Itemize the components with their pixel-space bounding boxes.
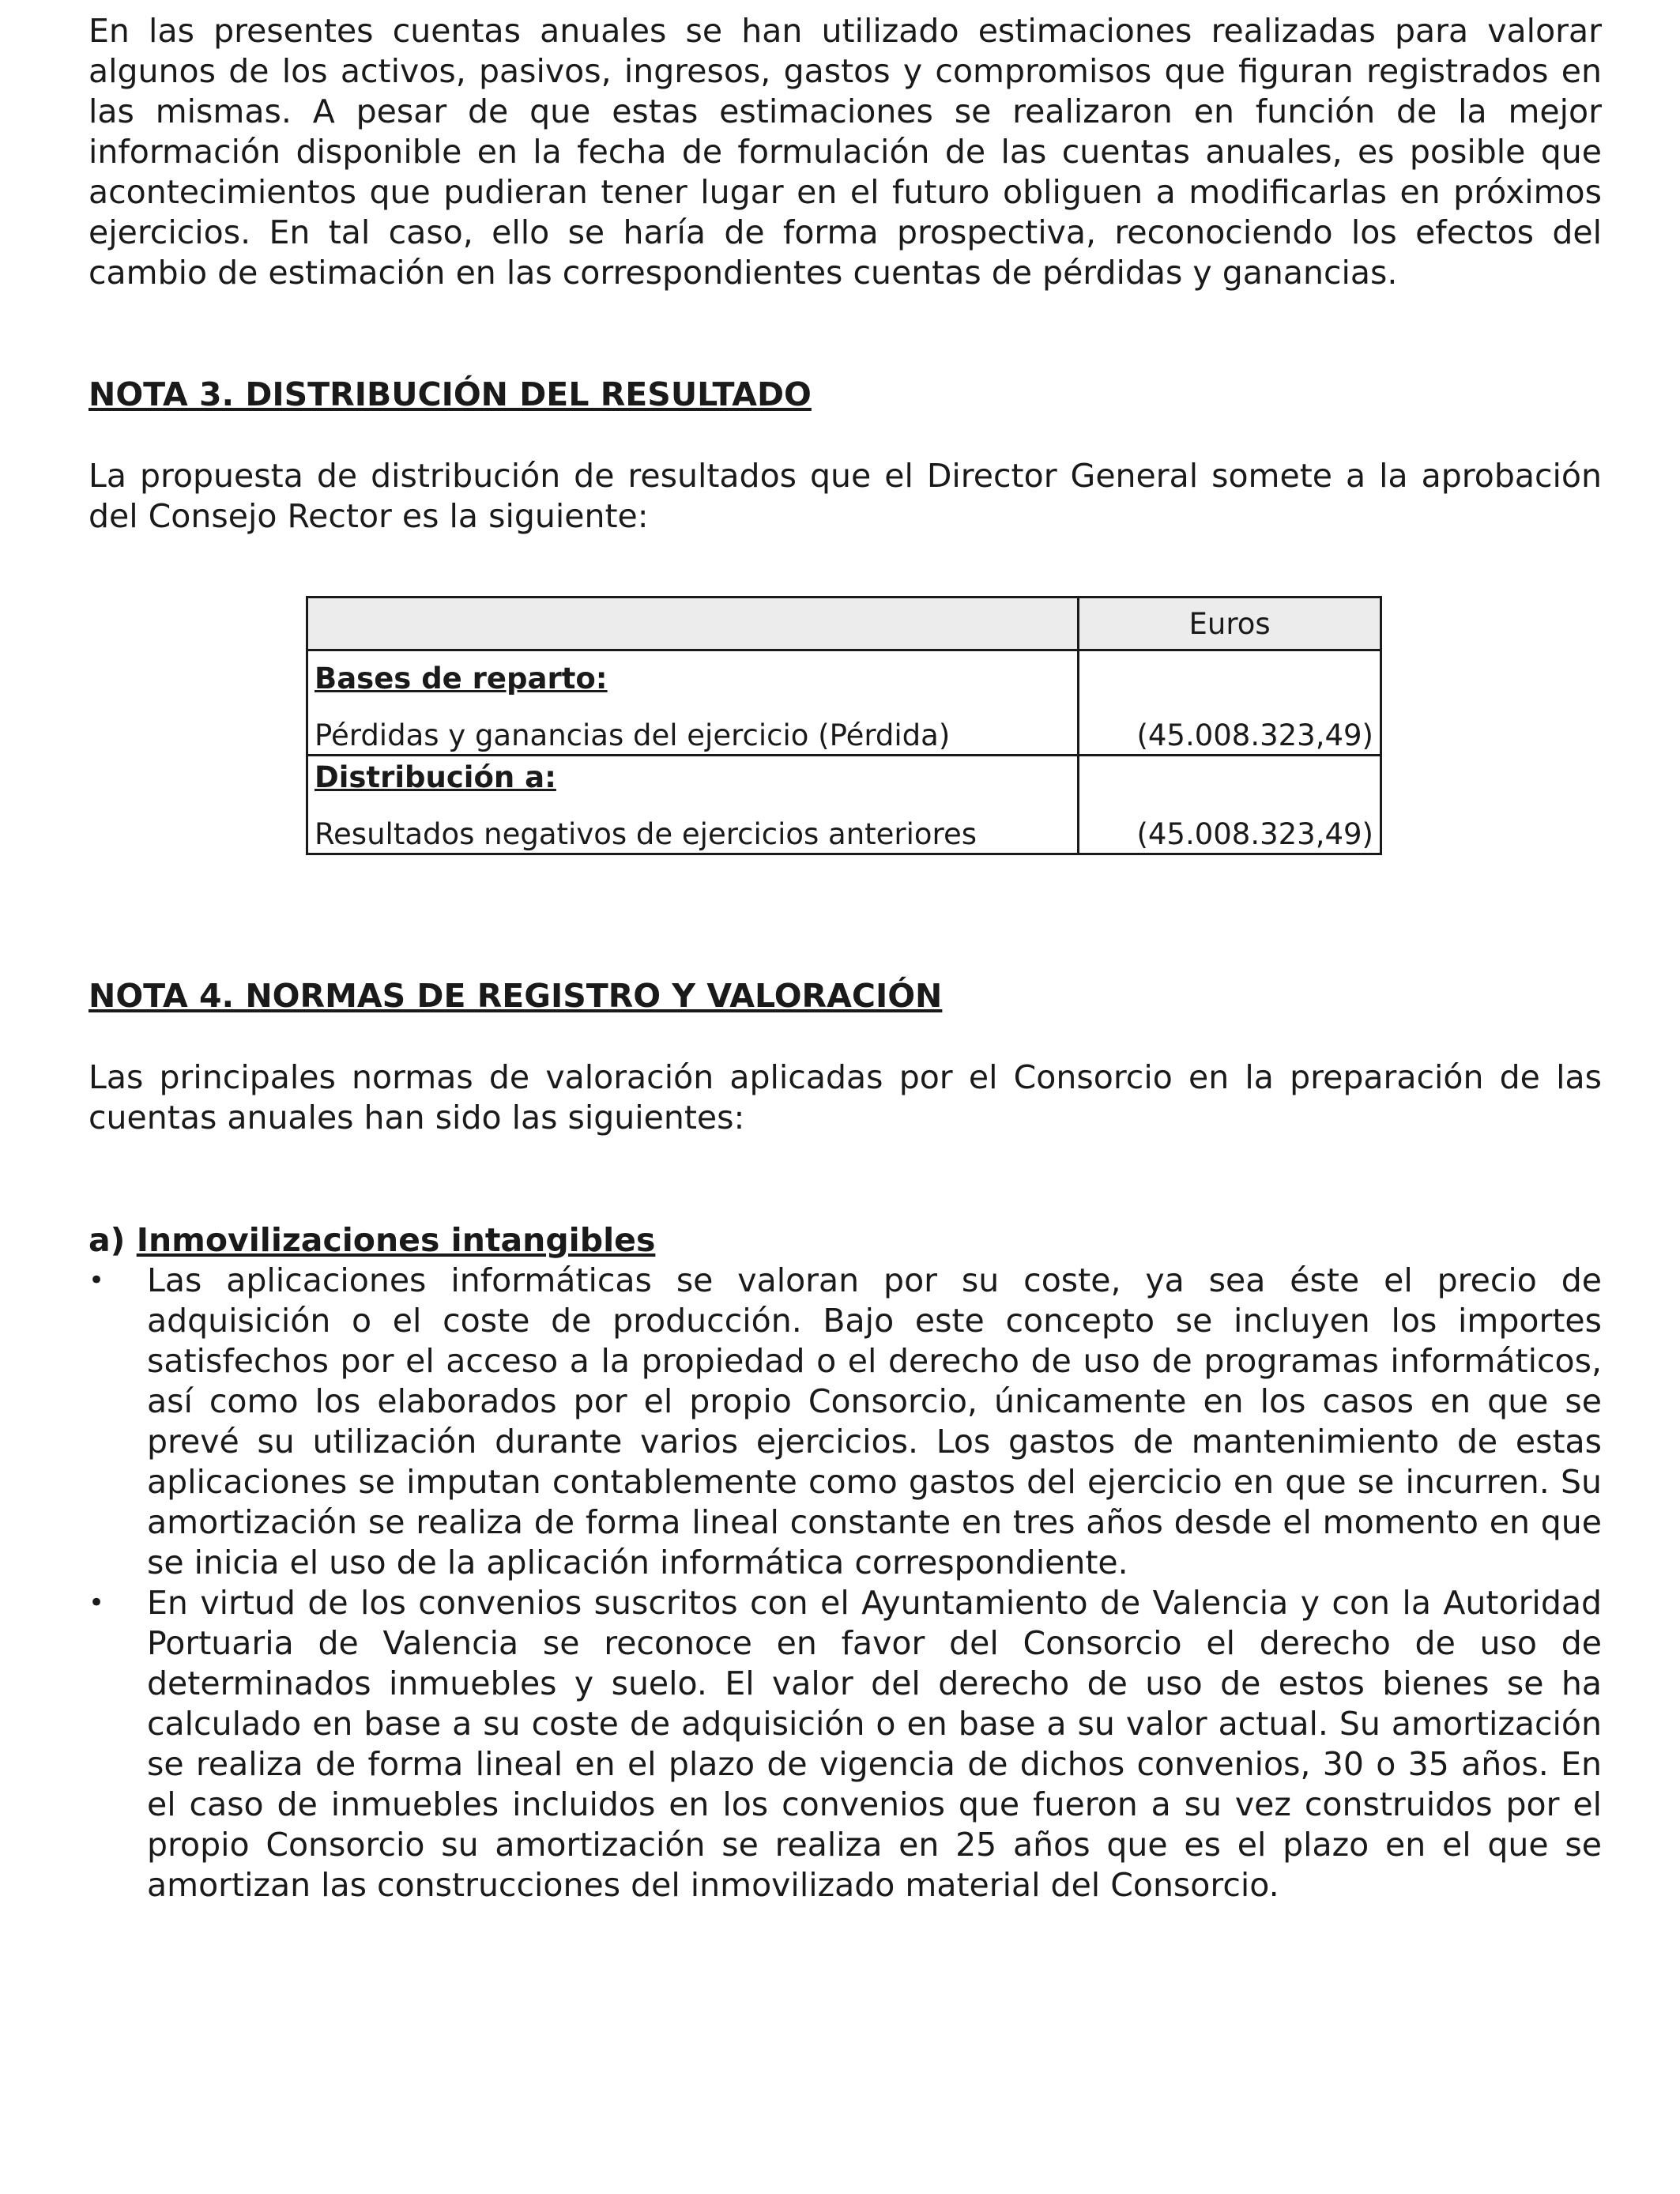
bases-de-reparto-amount: (45.008.323,49) — [1136, 718, 1373, 752]
list-item — [89, 1583, 1602, 1906]
distribution-table-wrapper — [306, 596, 1382, 855]
bullet-text: Las aplicaciones informáticas se valoran por su coste, ya sea éste el precio de adquisición o el coste de producción. Bajo este concepto se incluyen los importes satisfechos por el acceso a la propiedad o el derecho de uso de programas informáticos, así como los elaborados por el propio Consorcio, únicamente en los casos en que se prevé su utilización durante varios ejercicios. Los gastos de mantenimiento de estas aplicaciones se imputan contablemente como gastos del ejercicio en que se incurren. Su amortización se realiza de forma lineal constante en tres años desde el momento en que se inicia el uso de la aplicación informática correspondiente. — [147, 1261, 1602, 1581]
bases-de-reparto-label: Pérdidas y ganancias del ejercicio (Pérdida) — [315, 718, 951, 752]
document-page — [89, 11, 1602, 1906]
table-row — [307, 650, 1381, 756]
distribucion-title: Distribución a: — [315, 760, 556, 794]
bullet-text: En virtud de los convenios suscritos con el Ayuntamiento de Valencia y con la Autoridad Portuaria de Valencia se reconoce en favor del Consorcio el derecho de uso de determinados inmuebles y suelo. El valor del derecho de uso de estos bienes se ha calculado en base a su coste de adquisición o en base a su valor actual. Su amortización se realiza de forma lineal en el plazo de vigencia de dichos convenios, 30 o 35 años. En el caso de inmuebles incluidos en los convenios que fueron a su vez construidos por el propio Consorcio su amortización se realiza en 25 años que es el plazo en el que se amortizan las construcciones del inmovilizado material del Consorcio. — [147, 1584, 1602, 1904]
table-header-empty-cell — [307, 598, 1079, 650]
table-cell-distribucion — [307, 756, 1079, 854]
table-cell-bases-amount — [1079, 650, 1381, 756]
table-cell-bases — [307, 650, 1079, 756]
bases-de-reparto-title: Bases de reparto: — [315, 662, 608, 696]
intro-paragraph: En las presentes cuentas anuales se han utilizado estimaciones realizadas para valorar algunos de los activos, pasivos, ingresos, gastos y compromisos que figuran registrados en las mismas. A pesar de que estas estimaciones se realizaron en función de la mejor información disponible en la fecha de formulación de las cuentas anuales, es posible que acontecimientos que pudieran tener lugar en el futuro obliguen a modificarlas en próximos ejercicios. En tal caso, ello se haría de forma prospectiva, reconociendo los efectos del cambio de estimación en las correspondientes cuentas de pérdidas y ganancias. — [89, 12, 1602, 292]
table-cell-distribucion-amount — [1079, 756, 1381, 854]
subsection-title: Inmovilizaciones intangibles — [136, 1221, 656, 1259]
bullet-icon: • — [89, 1265, 105, 1296]
distribucion-amount: (45.008.323,49) — [1136, 817, 1373, 851]
subsection-heading — [89, 1220, 1602, 1261]
table-header-row — [307, 598, 1381, 650]
list-item — [89, 1261, 1602, 1583]
bullet-list — [89, 1261, 1602, 1906]
nota4-heading: NOTA 4. NORMAS DE REGISTRO Y VALORACIÓN — [89, 977, 943, 1015]
table-row — [307, 756, 1381, 854]
nota3-paragraph: La propuesta de distribución de resultados que el Director General somete a la aprobación del Consejo Rector es la siguiente: — [89, 457, 1602, 535]
nota3-heading: NOTA 3. DISTRIBUCIÓN DEL RESULTADO — [89, 375, 812, 413]
subsection-prefix: a) — [89, 1221, 126, 1259]
bullet-icon: • — [89, 1587, 105, 1619]
distribucion-label: Resultados negativos de ejercicios anteriores — [315, 817, 977, 851]
table-header-amount: Euros — [1079, 598, 1381, 650]
nota4-paragraph: Las principales normas de valoración aplicadas por el Consorcio en la preparación de las cuentas anuales han sido las siguientes: — [89, 1058, 1602, 1137]
distribution-table — [306, 596, 1382, 855]
